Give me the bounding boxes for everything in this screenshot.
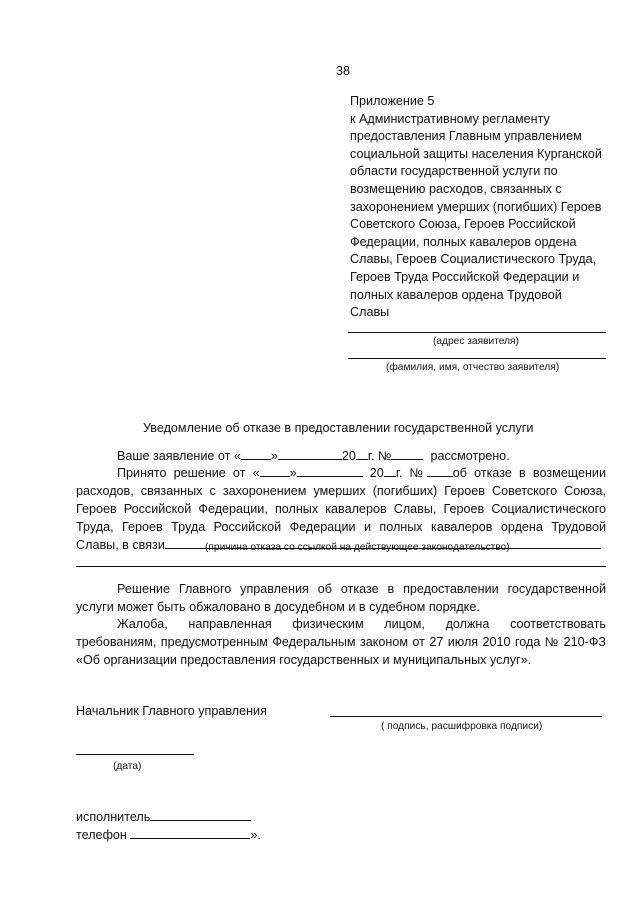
appendix-block	[350, 93, 602, 322]
number-blank	[391, 447, 423, 460]
reason-caption: (причина отказа со ссылкой на действующее законодательство)	[205, 542, 510, 553]
decision-line-4: Труда, Героев Труда Российской Федерации и полных кавалеров ордена Трудовой	[76, 520, 606, 534]
year-blank	[356, 447, 368, 460]
head-label: Начальник Главного управления	[76, 704, 267, 718]
executor-blank	[150, 808, 251, 821]
executor-row	[76, 808, 251, 826]
decision-line-3: Героев Российской Федерации, полных кавалеров Славы, Героев Социалистического	[76, 502, 606, 516]
appendix-line: захоронением умерших (погибших) Героев	[350, 199, 602, 214]
executor-label: исполнитель	[76, 810, 151, 824]
appeal-paragraph	[76, 580, 606, 616]
number-blank	[427, 464, 453, 477]
decision-line-2: расходов, связанных с захоронением умерших (погибших) Героев Советского Союза,	[76, 484, 606, 498]
page-number: 38	[336, 64, 351, 78]
quote-close: »	[270, 449, 278, 463]
appendix-line: Героев Труда Российской Федерации и	[350, 269, 580, 284]
appeal-line-1: Решение Главного управления об отказе в предоставлении государственной	[117, 582, 606, 596]
appendix-line: возмещению расходов, связанных с	[350, 181, 562, 196]
day-blank	[260, 464, 290, 477]
phone-label: телефон	[76, 828, 127, 842]
number-label: г. №	[367, 449, 392, 463]
day-blank	[241, 447, 271, 460]
decision-prefix: Принято решение от «	[117, 466, 260, 480]
in-connection-text: Славы, в связи	[76, 538, 165, 552]
name-caption: (фамилия, имя, отчество заявителя)	[386, 362, 560, 373]
phone-blank	[130, 826, 250, 839]
address-line	[348, 332, 606, 333]
appendix-line: области государственной услуги по	[350, 164, 558, 179]
document-title: Уведомление об отказе в предоставлении государственной услуги	[143, 421, 534, 435]
decision-line-1	[76, 464, 606, 482]
appeal-line-2: услуги может быть обжаловано в досудебном и в судебном порядке.	[76, 600, 480, 614]
appendix-line: предоставления Главным управлением	[350, 129, 582, 144]
complaint-line-3: «Об организации предоставления государственных и муниципальных услуг».	[76, 653, 532, 667]
date-caption: (дата)	[113, 761, 142, 772]
signature-caption: ( подпись, расшифровка подписи)	[381, 721, 543, 732]
quote-close: »	[289, 466, 297, 480]
phone-row	[76, 826, 261, 844]
month-blank	[297, 464, 363, 477]
date-line	[76, 754, 194, 755]
complaint-line-1: Жалоба, направленная физическим лицом, должна соответствовать	[117, 617, 606, 631]
appendix-line: к Административному регламенту	[350, 111, 550, 126]
appendix-line: Славы, Героев Социалистического Труда,	[350, 252, 597, 267]
phone-suffix: ».	[250, 828, 261, 842]
application-prefix: Ваше заявление от «	[117, 449, 241, 463]
appendix-line: Славы	[350, 305, 390, 320]
year-blank	[384, 464, 396, 477]
complaint-paragraph	[76, 615, 606, 669]
year-label: 20	[369, 466, 384, 480]
signature-line	[330, 716, 602, 717]
appendix-line: полных кавалеров ордена Трудовой	[350, 287, 562, 302]
month-blank	[278, 447, 342, 460]
name-line	[348, 358, 606, 359]
year-label: 20	[341, 449, 356, 463]
reason-line-2	[76, 566, 606, 567]
appendix-line: Приложение 5	[350, 94, 435, 108]
appendix-line: социальной защиты населения Курганской	[350, 146, 602, 161]
appendix-line: Федерации, полных кавалеров ордена	[350, 234, 577, 249]
address-caption: (адрес заявителя)	[433, 336, 519, 347]
number-label: г. №	[395, 466, 427, 480]
appendix-line: Советского Союза, Героев Российской	[350, 217, 576, 232]
reviewed-text: рассмотрено.	[430, 449, 510, 463]
decision-suffix: об отказе в возмещении	[452, 466, 606, 480]
application-line	[117, 447, 510, 465]
complaint-line-2: требованиям, предусмотренным Федеральным законом от 27 июля 2010 года № 210-ФЗ	[76, 635, 606, 649]
